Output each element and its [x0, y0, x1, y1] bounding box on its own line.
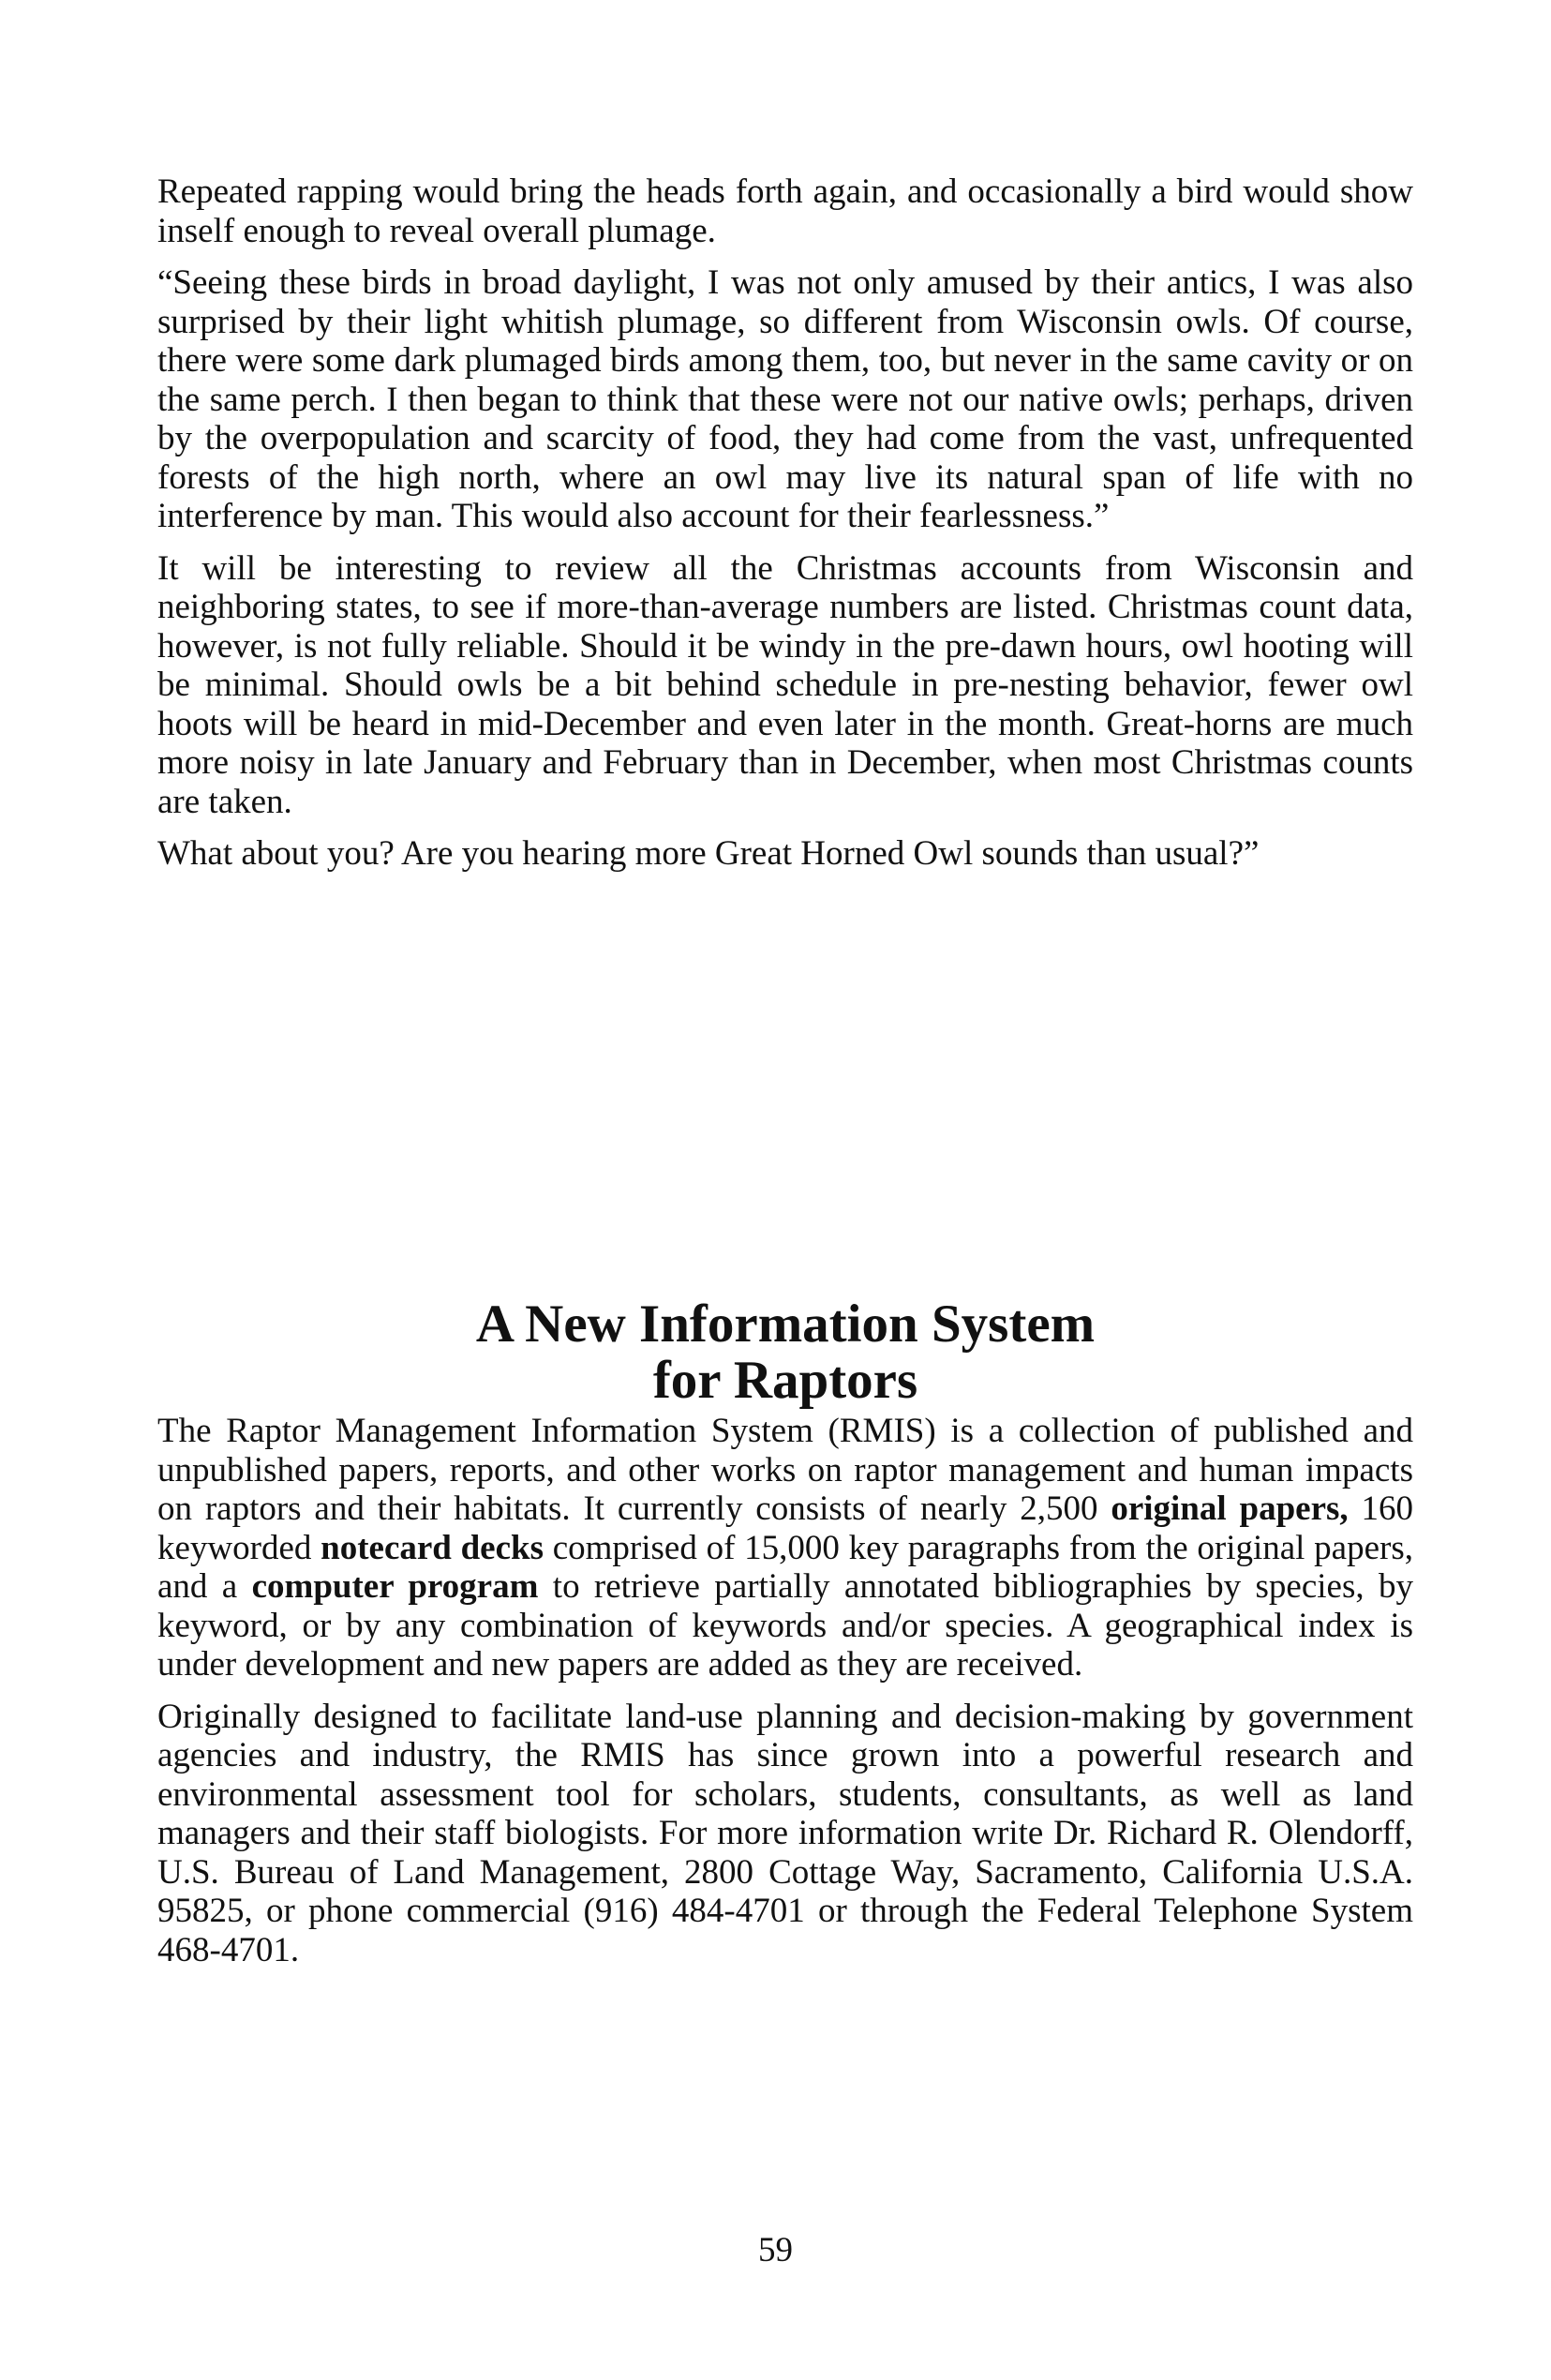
- bold-term-original-papers: original papers,: [1111, 1489, 1349, 1528]
- section-title-line-1: A New Information System: [475, 1295, 1096, 1354]
- bold-term-notecard-decks: notecard decks: [321, 1528, 544, 1567]
- text-run: 160 keyworded: [157, 1489, 1413, 1567]
- section-title: [157, 1296, 1413, 1409]
- paragraph-plumage: Repeated rapping would bring the heads forth again, and occasionally a bird would show inself enough to reveal overall plumage.: [157, 172, 1413, 250]
- paragraph-christmas-counts: It will be interesting to review all the Christmas accounts from Wisconsin and neighboring states, to see if more-than-average numbers are listed. Christmas count data, however, is not fully reliable. Should it be windy in the pre-dawn hours, owl hooting will be minimal. Should owls be a bit behind schedule in pre-nesting behavior, fewer owl hoots will be heard in mid-December and even later in the month. Great-horns are much more noisy in late January and February than in December, when most Christmas counts are taken.: [157, 548, 1413, 821]
- bold-term-computer-program: computer program: [251, 1567, 539, 1606]
- paragraph-rmis-description: [157, 1412, 1413, 1684]
- paragraph-quote: “Seeing these birds in broad daylight, I was not only amused by their antics, I was also surprised by their light whitish plumage, so different from Wisconsin owls. Of course, there were some dark plumaged birds among them, too, but never in the same cavity or on the same perch. I then began to think that these were not our native owls; perhaps, driven by the overpopulation and scarcity of food, they had come from the vast, unfrequented forests of the high north, where an owl may live its natural span of life with no interference by man. This would also account for their fearlessness.”: [157, 263, 1413, 535]
- paragraph-question: What about you? Are you hearing more Great Horned Owl sounds than usual?”: [157, 834, 1260, 873]
- text-run: The Raptor Management Information System (RMIS) is a collection of published and unpublished papers, reports, and other works on raptor management and human impacts on raptors and their habitats. It currently consists of nearly 2,500: [157, 1412, 1413, 1528]
- text-run: to retrieve partially annotated bibliographies by species, by keyword, or by any combination of keywords and/or species. A geographical index is under development and new papers are added as they are received.: [157, 1567, 1413, 1684]
- article-continuation: [157, 172, 1413, 887]
- rmis-article-body: [157, 1412, 1413, 1983]
- page-number: 59: [758, 2231, 793, 2269]
- text-run: comprised of 15,000 key paragraphs from the original papers, and a: [157, 1528, 1413, 1606]
- section-title-line-2: for Raptors: [652, 1351, 918, 1410]
- paragraph-rmis-contact: Originally designed to facilitate land-use planning and decision-making by government agencies and industry, the RMIS has since grown into a powerful research and environmental assessment tool for scholars, students, consultants, as well as land managers and their staff biologists. For more information write Dr. Richard R. Olendorff, U.S. Bureau of Land Management, 2800 Cottage Way, Sacramento, California U.S.A. 95825, or phone commercial (916) 484-4701 or through the Federal Telephone System 468-4701.: [157, 1697, 1413, 1969]
